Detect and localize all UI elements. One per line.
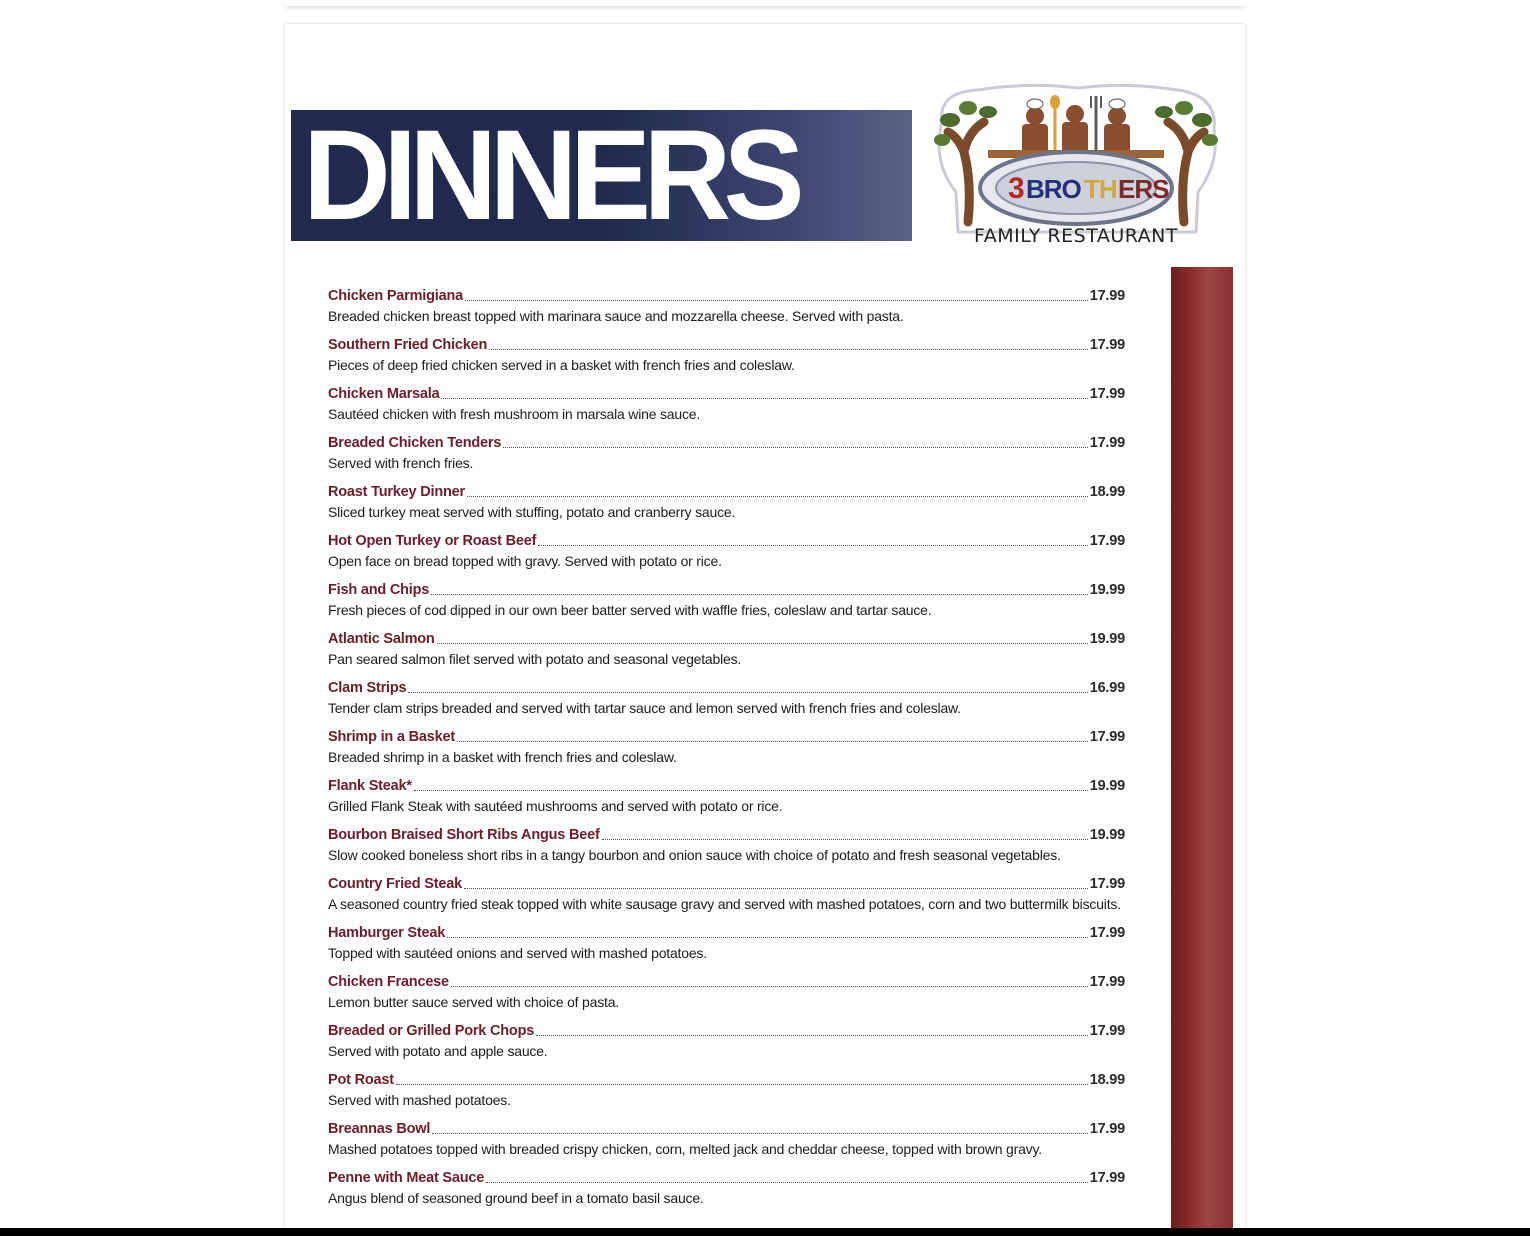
menu-item-description: Tender clam strips breaded and served with tartar sauce and lemon served with french fries and coleslaw. <box>328 700 961 716</box>
menu-item <box>328 777 1125 826</box>
dot-leader <box>431 593 1088 595</box>
menu-item <box>328 287 1125 336</box>
menu-item-header <box>328 777 1125 796</box>
dot-leader <box>465 299 1088 301</box>
menu-item-description: Served with french fries. <box>328 455 474 471</box>
menu-item-description: Slow cooked boneless short ribs in a tangy bourbon and onion sauce with choice of potato and fresh seasonal vegetables. <box>328 847 1061 863</box>
menu-item-description: A seasoned country fried steak topped with white sausage gravy and served with mashed potatoes, corn and two buttermilk biscuits. <box>328 896 1121 912</box>
menu-item-header <box>328 434 1125 453</box>
menu-item-description: Sliced turkey meat served with stuffing, potato and cranberry sauce. <box>328 504 736 520</box>
svg-text:TH: TH <box>1084 174 1117 204</box>
menu-item-price: 17.99 <box>1089 386 1125 402</box>
menu-item-price: 18.99 <box>1089 1072 1125 1088</box>
dot-leader <box>503 446 1087 448</box>
menu-item-price: 17.99 <box>1089 1121 1125 1137</box>
menu-item-price: 19.99 <box>1089 827 1125 843</box>
dot-leader <box>457 740 1088 742</box>
svg-text:BRO: BRO <box>1026 174 1081 204</box>
dot-leader <box>432 1132 1088 1134</box>
dot-leader <box>408 691 1087 693</box>
menu-item-name: Breaded or Grilled Pork Chops <box>328 1023 535 1039</box>
menu-item <box>328 385 1125 434</box>
menu-item-name: Hamburger Steak <box>328 925 446 941</box>
menu-item-price: 19.99 <box>1089 582 1125 598</box>
decorative-side-stripe <box>1171 267 1233 1236</box>
menu-item-name: Flank Steak* <box>328 778 412 794</box>
menu-item-name: Hot Open Turkey or Roast Beef <box>328 533 537 549</box>
menu-item-price: 17.99 <box>1089 533 1125 549</box>
menu-item-header <box>328 581 1125 600</box>
dot-leader <box>396 1083 1088 1085</box>
menu-item-price: 18.99 <box>1089 484 1125 500</box>
menu-item-description: Grilled Flank Steak with sautéed mushrooms and served with potato or rice. <box>328 798 783 814</box>
menu-item-description: Breaded chicken breast topped with marinara sauce and mozzarella cheese. Served with pasta. <box>328 308 904 324</box>
menu-item-price: 16.99 <box>1089 680 1125 696</box>
menu-item-price: 17.99 <box>1089 337 1125 353</box>
menu-item-price: 17.99 <box>1089 435 1125 451</box>
menu-item <box>328 630 1125 679</box>
title-banner <box>291 104 912 247</box>
menu-item-name: Roast Turkey Dinner <box>328 484 465 500</box>
menu-item <box>328 434 1125 483</box>
menu-item-name: Chicken Francese <box>328 974 449 990</box>
menu-item-description: Fresh pieces of cod dipped in our own beer batter served with waffle fries, coleslaw and tartar sauce. <box>328 602 932 618</box>
menu-item-price: 17.99 <box>1089 729 1125 745</box>
menu-item-header <box>328 532 1125 551</box>
menu-item-price: 17.99 <box>1089 1023 1125 1039</box>
menu-item-description: Served with potato and apple sauce. <box>328 1043 548 1059</box>
menu-item <box>328 728 1125 777</box>
menu-item-description: Served with mashed potatoes. <box>328 1092 511 1108</box>
svg-text:ERS: ERS <box>1118 174 1169 204</box>
menu-item-header <box>328 336 1125 355</box>
menu-item-name: Country Fried Steak <box>328 876 462 892</box>
menu-item-description: Topped with sautéed onions and served with mashed potatoes. <box>328 945 707 961</box>
menu-item-header <box>328 679 1125 698</box>
dot-leader <box>464 887 1088 889</box>
dot-leader <box>486 1181 1088 1183</box>
menu-item-description: Lemon butter sauce served with choice of pasta. <box>328 994 619 1010</box>
menu-item-name: Chicken Marsala <box>328 386 440 402</box>
menu-item-description: Pieces of deep fried chicken served in a basket with french fries and coleslaw. <box>328 357 795 373</box>
menu-item <box>328 973 1125 1022</box>
menu-item-price: 17.99 <box>1089 876 1125 892</box>
dot-leader <box>447 936 1088 938</box>
menu-item-name: Clam Strips <box>328 680 407 696</box>
restaurant-logo <box>928 82 1224 247</box>
menu-item <box>328 483 1125 532</box>
svg-text:FAMILY RESTAURANT: FAMILY RESTAURANT <box>974 225 1178 247</box>
menu-item-description: Open face on bread topped with gravy. Served with potato or rice. <box>328 553 722 569</box>
page-title: DINNERS <box>303 104 798 247</box>
dot-leader <box>451 985 1088 987</box>
menu-item <box>328 924 1125 973</box>
restaurant-logo-image <box>928 82 1224 247</box>
dot-leader <box>536 1034 1088 1036</box>
menu-item-name: Atlantic Salmon <box>328 631 435 647</box>
previous-page-edge <box>285 0 1245 6</box>
menu-item-name: Pot Roast <box>328 1072 394 1088</box>
menu-item <box>328 1022 1125 1071</box>
menu-item-price: 19.99 <box>1089 631 1125 647</box>
menu-item-header <box>328 483 1125 502</box>
menu-item-name: Southern Fried Chicken <box>328 337 488 353</box>
menu-item-price: 17.99 <box>1089 974 1125 990</box>
menu-item-header <box>328 287 1125 306</box>
menu-item-name: Fish and Chips <box>328 582 430 598</box>
menu-item-name: Breaded Chicken Tenders <box>328 435 502 451</box>
menu-item-name: Penne with Meat Sauce <box>328 1170 485 1186</box>
dot-leader <box>414 789 1088 791</box>
menu-item <box>328 581 1125 630</box>
menu-item-description: Breaded shrimp in a basket with french fries and coleslaw. <box>328 749 677 765</box>
menu-item <box>328 1071 1125 1120</box>
bottom-edge-bar <box>0 1228 1530 1236</box>
menu-item <box>328 875 1125 924</box>
menu-item-header <box>328 1071 1125 1090</box>
menu-item-header <box>328 826 1125 845</box>
menu-item <box>328 1120 1125 1169</box>
menu-item-price: 17.99 <box>1089 288 1125 304</box>
dot-leader <box>489 348 1088 350</box>
menu-item <box>328 826 1125 875</box>
menu-item-header <box>328 973 1125 992</box>
menu-list <box>328 287 1125 1218</box>
menu-item-name: Chicken Parmigiana <box>328 288 464 304</box>
menu-item-description: Mashed potatoes topped with breaded crispy chicken, corn, melted jack and cheddar cheese, topped with brown gravy. <box>328 1141 1042 1157</box>
menu-item-header <box>328 728 1125 747</box>
menu-item-description: Angus blend of seasoned ground beef in a tomato basil sauce. <box>328 1190 704 1206</box>
menu-item-name: Breannas Bowl <box>328 1121 431 1137</box>
menu-item-header <box>328 1120 1125 1139</box>
dot-leader <box>602 838 1088 840</box>
menu-item-description: Pan seared salmon filet served with potato and seasonal vegetables. <box>328 651 742 667</box>
dot-leader <box>441 397 1087 399</box>
menu-item-name: Shrimp in a Basket <box>328 729 455 745</box>
menu-item <box>328 532 1125 581</box>
menu-item-header <box>328 1169 1125 1188</box>
menu-item-description: Sautéed chicken with fresh mushroom in marsala wine sauce. <box>328 406 701 422</box>
menu-page <box>285 24 1245 1236</box>
svg-text:3: 3 <box>1008 172 1025 205</box>
menu-item-header <box>328 924 1125 943</box>
menu-item-price: 17.99 <box>1089 1170 1125 1186</box>
menu-item-price: 17.99 <box>1089 925 1125 941</box>
menu-item <box>328 336 1125 385</box>
menu-item-header <box>328 1022 1125 1041</box>
dot-leader <box>437 642 1088 644</box>
menu-item-header <box>328 385 1125 404</box>
dot-leader <box>467 495 1088 497</box>
menu-item-price: 19.99 <box>1089 778 1125 794</box>
menu-item-header <box>328 630 1125 649</box>
menu-item-name: Bourbon Braised Short Ribs Angus Beef <box>328 827 600 843</box>
menu-item <box>328 1169 1125 1218</box>
menu-item-header <box>328 875 1125 894</box>
dot-leader <box>538 544 1087 546</box>
menu-item <box>328 679 1125 728</box>
